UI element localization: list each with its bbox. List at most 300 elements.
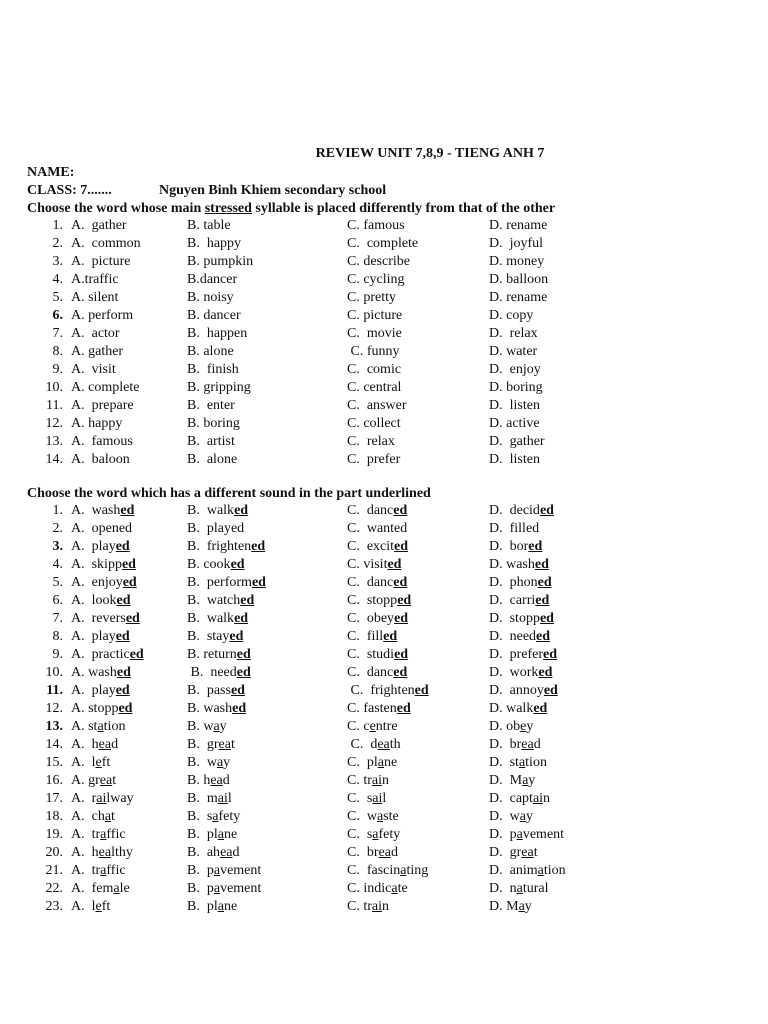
option-a — [71, 755, 110, 771]
option-text: B. pl — [187, 827, 218, 842]
option-a: A. silent — [71, 290, 119, 305]
question-number: 9. — [52, 362, 63, 377]
option-text: A. tr — [71, 863, 101, 878]
option-d — [489, 845, 538, 861]
option-a: A.traffic — [71, 272, 119, 287]
underlined-part: ed — [121, 557, 136, 572]
option-b: B. happen — [187, 326, 248, 341]
option-c — [347, 809, 399, 825]
underlined-part: a — [217, 899, 224, 914]
option-d — [489, 899, 532, 915]
question-row — [0, 254, 768, 272]
option-c: C. central — [347, 380, 402, 395]
section2-instruction: Choose the word which has a different sound in the part underlined — [27, 486, 431, 501]
option-text: D. anim — [489, 863, 538, 878]
option-a: A. famous — [71, 434, 133, 449]
underlined-part: e — [95, 755, 102, 770]
question-row — [0, 503, 768, 521]
option-b: B. enter — [187, 398, 235, 413]
option-a — [71, 665, 131, 681]
option-text: C. danc — [347, 575, 394, 590]
option-a — [71, 539, 130, 555]
question-number: 10. — [45, 665, 63, 680]
option-text: B. pass — [187, 683, 231, 698]
option-d — [489, 557, 549, 573]
option-b — [187, 683, 245, 699]
option-c: C. complete — [347, 236, 419, 251]
option-a — [71, 521, 132, 537]
underlined-part: ed — [538, 665, 553, 680]
option-text: D. work — [489, 665, 539, 680]
option-b — [187, 809, 240, 825]
underlined-part: ed — [115, 683, 130, 698]
underlined-part: ed — [234, 611, 249, 626]
option-text-suffix: ft — [101, 899, 111, 914]
underlined-part: ed — [393, 575, 408, 590]
option-d: D. relax — [489, 326, 538, 341]
option-d: D. copy — [489, 308, 534, 323]
underlined-part: ed — [116, 665, 131, 680]
underlined-part: ed — [230, 683, 245, 698]
option-text: A. play — [71, 683, 116, 698]
option-c: C. funny — [347, 344, 400, 359]
option-text-suffix: d — [533, 737, 541, 752]
option-c: C. movie — [347, 326, 402, 341]
underlined-part: a — [213, 863, 221, 878]
underlined-part: ed — [533, 701, 548, 716]
option-text-suffix: l — [382, 791, 387, 806]
option-text: B. ah — [187, 845, 221, 860]
question-row — [0, 290, 768, 308]
option-text-suffix: ne — [383, 755, 398, 770]
underlined-part: e — [369, 719, 376, 734]
question-row — [0, 218, 768, 236]
option-text: B. stay — [187, 629, 230, 644]
option-text: B. wash — [187, 701, 233, 716]
option-text: C. s — [347, 827, 373, 842]
question-row — [0, 362, 768, 380]
underlined-part: ai — [372, 791, 383, 806]
option-d: D. enjoy — [489, 362, 541, 377]
option-text-suffix: tural — [522, 881, 549, 896]
underlined-part: a — [516, 881, 523, 896]
option-text-suffix: fety — [218, 809, 241, 824]
option-text-suffix: lthy — [111, 845, 133, 860]
underlined-part: a — [213, 719, 220, 734]
option-text: D. need — [489, 629, 537, 644]
page-title: REVIEW UNIT 7,8,9 - TIENG ANH 7 — [315, 146, 545, 161]
question-number: 2. — [52, 236, 63, 251]
option-c: C. collect — [347, 416, 401, 431]
underlined-part: ed — [394, 611, 409, 626]
option-c — [347, 899, 389, 915]
option-text: B. m — [187, 791, 218, 806]
option-text: A. wash — [71, 665, 117, 680]
question-row — [0, 791, 768, 809]
option-b: B. boring — [187, 416, 240, 431]
option-c — [347, 845, 398, 861]
option-a — [71, 575, 137, 591]
option-text: A. gr — [71, 773, 100, 788]
option-text: B. cook — [187, 557, 231, 572]
option-text: D. wash — [489, 557, 535, 572]
option-c — [347, 773, 389, 789]
option-b — [187, 827, 237, 843]
school-name: Nguyen Binh Khiem secondary school — [159, 183, 387, 198]
option-text: B. h — [187, 773, 211, 788]
question-number: 8. — [52, 344, 63, 359]
option-text-suffix: tion — [543, 863, 566, 878]
option-d: D. boring — [489, 380, 543, 395]
underlined-part: ea — [98, 845, 112, 860]
option-text: C. tr — [347, 899, 372, 914]
option-d: D. balloon — [489, 272, 549, 287]
option-b — [187, 647, 251, 663]
underlined-part: a — [537, 863, 544, 878]
option-text-suffix: ne — [223, 899, 238, 914]
question-row — [0, 380, 768, 398]
option-b: B. table — [187, 218, 231, 233]
option-d — [489, 719, 533, 735]
option-text: D. ob — [489, 719, 521, 734]
question-number: 22. — [45, 881, 63, 896]
option-b — [187, 557, 245, 573]
underlined-part: ed — [535, 593, 550, 608]
section1-instruction-underlined: stressed — [204, 201, 252, 216]
option-text: D. stopp — [489, 611, 540, 626]
option-text: A. opened — [71, 521, 133, 536]
option-b — [187, 503, 248, 519]
option-c — [347, 593, 411, 609]
option-text-suffix: ne — [223, 827, 238, 842]
underlined-part: ed — [543, 647, 558, 662]
option-text: B. w — [187, 755, 217, 770]
question-number: 23. — [45, 899, 63, 914]
option-c — [347, 863, 428, 879]
option-text-suffix: y — [528, 773, 536, 788]
option-d — [489, 665, 552, 681]
option-text: C. indic — [347, 881, 392, 896]
question-row — [0, 665, 768, 683]
underlined-part: ea — [378, 845, 391, 860]
underlined-part: a — [100, 863, 107, 878]
option-text-suffix: d — [390, 845, 398, 860]
option-c — [347, 665, 407, 681]
option-a — [71, 863, 126, 879]
option-b: B. pumpkin — [187, 254, 254, 269]
question-number: 18. — [45, 809, 63, 824]
question-row — [0, 308, 768, 326]
option-c — [347, 755, 397, 771]
question-number: 5. — [52, 290, 63, 305]
option-d — [489, 827, 564, 843]
option-c — [347, 881, 408, 897]
option-text: B. s — [187, 809, 213, 824]
option-a: A. actor — [71, 326, 120, 341]
question-number: 14. — [45, 452, 63, 467]
option-b — [187, 791, 232, 807]
option-text: C. danc — [347, 503, 394, 518]
option-c: C. picture — [347, 308, 403, 323]
option-b: B. alone — [187, 344, 234, 359]
option-d — [489, 575, 552, 591]
option-a: A. gather — [71, 218, 127, 233]
option-text: D. br — [489, 737, 522, 752]
question-number: 13. — [45, 434, 63, 449]
option-text: C. visit — [347, 557, 388, 572]
option-b: B. happy — [187, 236, 242, 251]
option-text: A. wash — [71, 503, 121, 518]
option-text: C. s — [347, 791, 373, 806]
question-row — [0, 899, 768, 917]
question-row — [0, 434, 768, 452]
question-row — [0, 575, 768, 593]
option-c — [347, 503, 407, 519]
option-a: A. common — [71, 236, 141, 251]
underlined-part: ea — [377, 737, 390, 752]
underlined-part: a — [216, 755, 224, 770]
option-d — [489, 611, 554, 627]
underlined-part: ed — [129, 647, 144, 662]
question-row — [0, 452, 768, 470]
option-d: D. listen — [489, 398, 540, 413]
underlined-part: ed — [536, 629, 551, 644]
option-text-suffix: d — [222, 773, 230, 788]
option-text: A. practic — [71, 647, 130, 662]
option-b: B. noisy — [187, 290, 234, 305]
option-a: A. complete — [71, 380, 140, 395]
option-d — [489, 701, 547, 717]
option-d — [489, 647, 557, 663]
question-number: 3. — [52, 539, 63, 554]
option-c — [347, 575, 407, 591]
underlined-part: ed — [115, 539, 130, 554]
option-text: A. fem — [71, 881, 114, 896]
question-row — [0, 845, 768, 863]
option-a — [71, 611, 140, 627]
option-c: C. pretty — [347, 290, 396, 305]
underlined-part: ed — [396, 701, 411, 716]
option-text: C. w — [347, 809, 377, 824]
question-row — [0, 416, 768, 434]
option-b: B. finish — [187, 362, 239, 377]
option-text-suffix: vement — [220, 863, 262, 878]
option-text-suffix: d — [111, 737, 119, 752]
option-b — [187, 665, 251, 681]
option-text-suffix: y — [524, 899, 532, 914]
question-number: 21. — [45, 863, 63, 878]
option-text: D. M — [489, 773, 523, 788]
question-row — [0, 755, 768, 773]
option-text-suffix: ste — [383, 809, 399, 824]
question-number: 12. — [45, 701, 63, 716]
name-label: NAME: — [27, 165, 75, 180]
underlined-part: a — [217, 827, 224, 842]
question-row — [0, 236, 768, 254]
option-text: C. excit — [347, 539, 395, 554]
option-text: C. d — [347, 737, 378, 752]
option-a — [71, 881, 130, 897]
option-text: A. l — [71, 755, 96, 770]
option-text: D. walk — [489, 701, 534, 716]
section1-instruction-post: syllable is placed differently from that of the other — [251, 201, 556, 216]
option-text: D. n — [489, 881, 517, 896]
option-text: C. br — [347, 845, 379, 860]
option-a: A. baloon — [71, 452, 130, 467]
option-text-suffix: ffic — [106, 863, 126, 878]
option-d — [489, 593, 549, 609]
option-text: D. w — [489, 809, 520, 824]
option-text: B. return — [187, 647, 237, 662]
option-text-suffix: t — [533, 845, 538, 860]
option-b: B. gripping — [187, 380, 251, 395]
option-d — [489, 629, 550, 645]
option-c — [347, 683, 429, 699]
question-number: 13. — [45, 719, 63, 734]
option-c — [347, 521, 407, 537]
option-a: A. visit — [71, 362, 116, 377]
option-text-suffix: tion — [525, 755, 547, 770]
option-text: A. play — [71, 629, 116, 644]
option-a — [71, 557, 136, 573]
option-text: D. carri — [489, 593, 536, 608]
option-a — [71, 809, 115, 825]
underlined-part: ed — [537, 575, 552, 590]
option-text-suffix: ffic — [106, 827, 126, 842]
option-text: D. gr — [489, 845, 522, 860]
question-number: 4. — [52, 272, 63, 287]
option-d: D. water — [489, 344, 538, 359]
question-number: 12. — [45, 416, 63, 431]
option-b — [187, 611, 248, 627]
question-row — [0, 611, 768, 629]
question-number: 4. — [52, 557, 63, 572]
option-text: B. walk — [187, 611, 235, 626]
option-a: A. picture — [71, 254, 131, 269]
option-a — [71, 593, 131, 609]
question-number: 1. — [52, 218, 63, 233]
underlined-part: ea — [210, 773, 223, 788]
option-a: A. perform — [71, 308, 134, 323]
option-d: D. listen — [489, 452, 540, 467]
underlined-part: ed — [397, 593, 412, 608]
option-text: D. capt — [489, 791, 533, 806]
option-c — [347, 611, 408, 627]
option-c — [347, 647, 408, 663]
option-text: C. wanted — [347, 521, 408, 536]
underlined-part: ed — [393, 503, 408, 518]
option-d — [489, 863, 566, 879]
option-text: B. played — [187, 521, 245, 536]
option-text: D. p — [489, 827, 517, 842]
option-text-suffix: y — [223, 755, 231, 770]
option-a: A. prepare — [71, 398, 134, 413]
option-text: C. fill — [347, 629, 384, 644]
option-text: D. decid — [489, 503, 540, 518]
underlined-part: a — [518, 755, 526, 770]
underlined-part: a — [518, 899, 525, 914]
option-text: D. annoy — [489, 683, 544, 698]
option-a — [71, 899, 110, 915]
underlined-part: ea — [220, 845, 233, 860]
option-a — [71, 629, 130, 645]
option-b — [187, 881, 261, 897]
option-a — [71, 827, 126, 843]
question-number: 10. — [45, 380, 63, 395]
underlined-part: a — [372, 827, 379, 842]
option-text: C. fasten — [347, 701, 397, 716]
option-text: C. pl — [347, 755, 378, 770]
option-text: A. skipp — [71, 557, 122, 572]
option-c: C. cycling — [347, 272, 405, 287]
option-text: D. M — [489, 899, 519, 914]
option-d — [489, 503, 554, 519]
option-text: B. watch — [187, 593, 241, 608]
underlined-part: a — [519, 809, 526, 824]
underlined-part: ed — [232, 701, 247, 716]
underlined-part: ai — [371, 899, 382, 914]
option-text: A. ch — [71, 809, 105, 824]
option-c: C. describe — [347, 254, 410, 269]
option-b — [187, 593, 254, 609]
option-text: C. studi — [347, 647, 395, 662]
question-number: 6. — [52, 593, 63, 608]
option-d: D. joyful — [489, 236, 544, 251]
question-number: 1. — [52, 503, 63, 518]
question-number: 7. — [52, 326, 63, 341]
option-d: D. gather — [489, 434, 545, 449]
underlined-part: e — [520, 719, 527, 734]
option-d: D. rename — [489, 290, 548, 305]
option-b — [187, 755, 230, 771]
option-b — [187, 899, 237, 915]
option-c — [347, 737, 401, 753]
option-text: A. h — [71, 737, 99, 752]
underlined-part: a — [104, 809, 112, 824]
option-text: A. revers — [71, 611, 126, 626]
option-text-suffix: t — [230, 737, 235, 752]
underlined-part: e — [95, 899, 102, 914]
option-a — [71, 683, 130, 699]
section1-instruction-pre: Choose the word whose main — [27, 201, 205, 216]
option-text-suffix: tion — [103, 719, 126, 734]
option-text-suffix: l — [227, 791, 232, 806]
underlined-part: ed — [115, 629, 130, 644]
option-b — [187, 719, 227, 735]
option-text-suffix: y — [525, 809, 533, 824]
underlined-part: a — [400, 863, 407, 878]
underlined-part: a — [97, 719, 104, 734]
underlined-part: ai — [371, 773, 382, 788]
question-number: 17. — [45, 791, 63, 806]
option-b — [187, 539, 265, 555]
option-text-suffix: ntre — [375, 719, 398, 734]
option-text: A. stopp — [71, 701, 119, 716]
option-text: B. frighten — [187, 539, 252, 554]
underlined-part: ed — [394, 539, 409, 554]
question-number: 9. — [52, 647, 63, 662]
question-number: 11. — [46, 398, 63, 413]
underlined-part: ed — [539, 611, 554, 626]
question-row — [0, 593, 768, 611]
option-text: B. perform — [187, 575, 252, 590]
option-c: C. prefer — [347, 452, 401, 467]
underlined-part: ai — [96, 791, 107, 806]
underlined-part: ed — [122, 575, 137, 590]
option-text: D. filled — [489, 521, 540, 536]
option-text: A. r — [71, 791, 97, 806]
underlined-part: ed — [236, 647, 251, 662]
